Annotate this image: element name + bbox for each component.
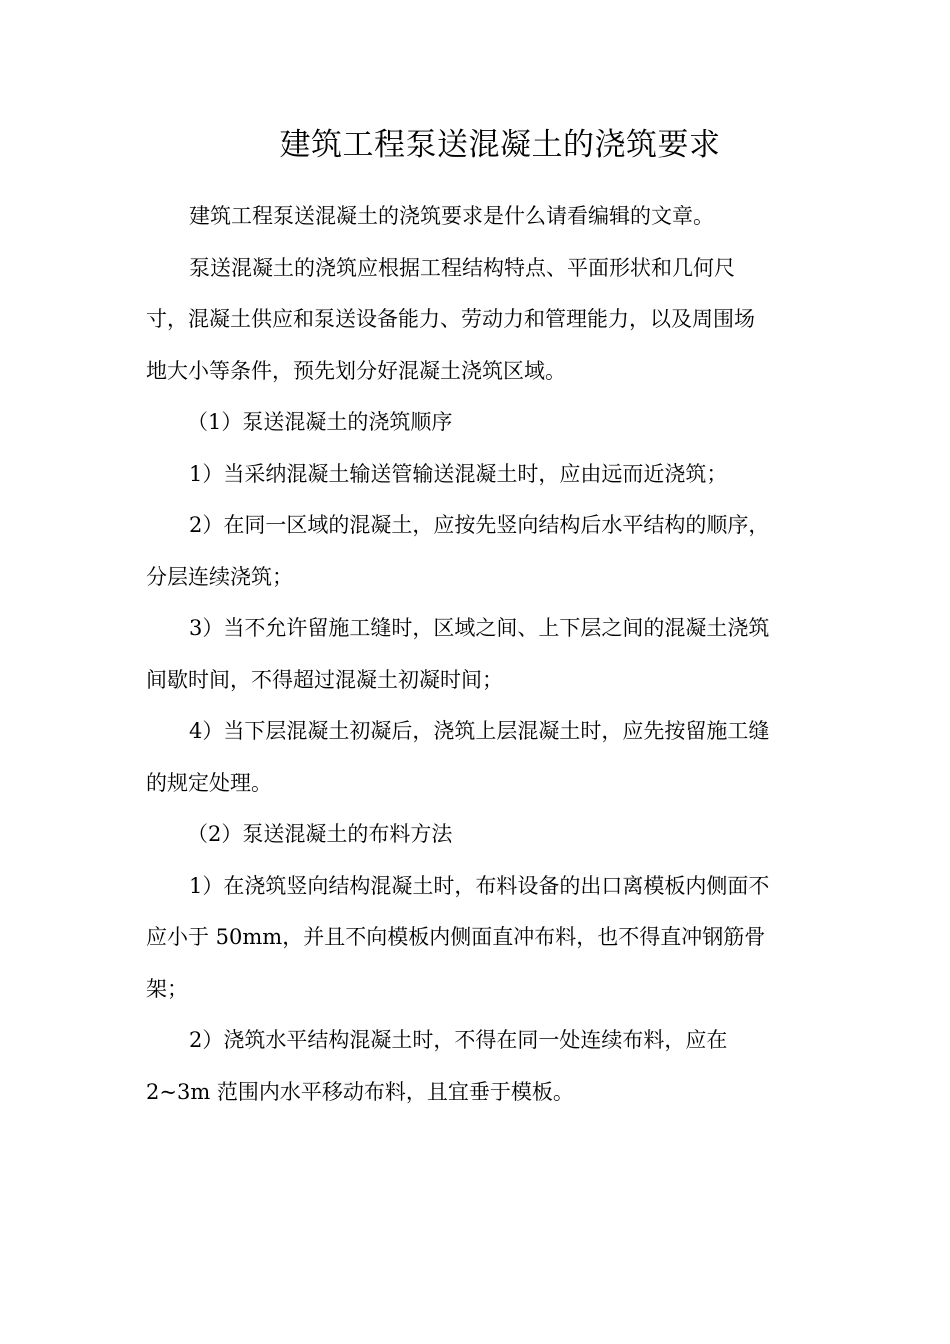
paragraph-line: 3）当不允许留施工缝时，区域之间、上下层之间的混凝土浇筑	[189, 616, 770, 640]
paragraph-line: 2~3m 范围内水平移动布料，且宜垂于模板。	[146, 1079, 574, 1104]
paragraph-line: 应小于 50mm，并且不向模板内侧面直冲布料，也不得直冲钢筋骨	[146, 925, 766, 949]
paragraph-line: 4）当下层混凝土初凝后，浇筑上层混凝土时，应先按留施工缝	[189, 719, 770, 743]
paragraph-line: 寸，混凝土供应和泵送设备能力、劳动力和管理能力，以及周围场	[146, 307, 755, 331]
document-body	[146, 195, 810, 1122]
paragraph-line: 架；	[146, 976, 188, 1001]
section-heading: （2）泵送混凝土的布料方法	[187, 822, 453, 846]
paragraph-line: 分层连续浇筑；	[146, 564, 293, 589]
paragraph-line: 2）浇筑水平结构混凝土时，不得在同一处连续布料，应在	[189, 1028, 728, 1052]
paragraph-line: 地大小等条件，预先划分好混凝土浇筑区域。	[146, 358, 566, 383]
paragraph-line: 2）在同一区域的混凝土，应按先竖向结构后水平结构的顺序，	[189, 513, 770, 537]
paragraph-line: 泵送混凝土的浇筑应根据工程结构特点、平面形状和几何尺	[189, 255, 735, 280]
document-title: 建筑工程泵送混凝土的浇筑要求	[279, 127, 721, 163]
paragraph-line: 间歇时间，不得超过混凝土初凝时间；	[146, 667, 503, 692]
paragraph-line: 1）在浇筑竖向结构混凝土时，布料设备的出口离模板内侧面不	[189, 873, 770, 898]
paragraph-line: 建筑工程泵送混凝土的浇筑要求是什么请看编辑的文章。	[189, 204, 714, 228]
paragraph-line: 1）当采纳混凝土输送管输送混凝土时，应由远而近浇筑；	[189, 461, 728, 486]
section-heading: （1）泵送混凝土的浇筑顺序	[187, 410, 453, 434]
paragraph-line: 的规定处理。	[146, 770, 272, 795]
